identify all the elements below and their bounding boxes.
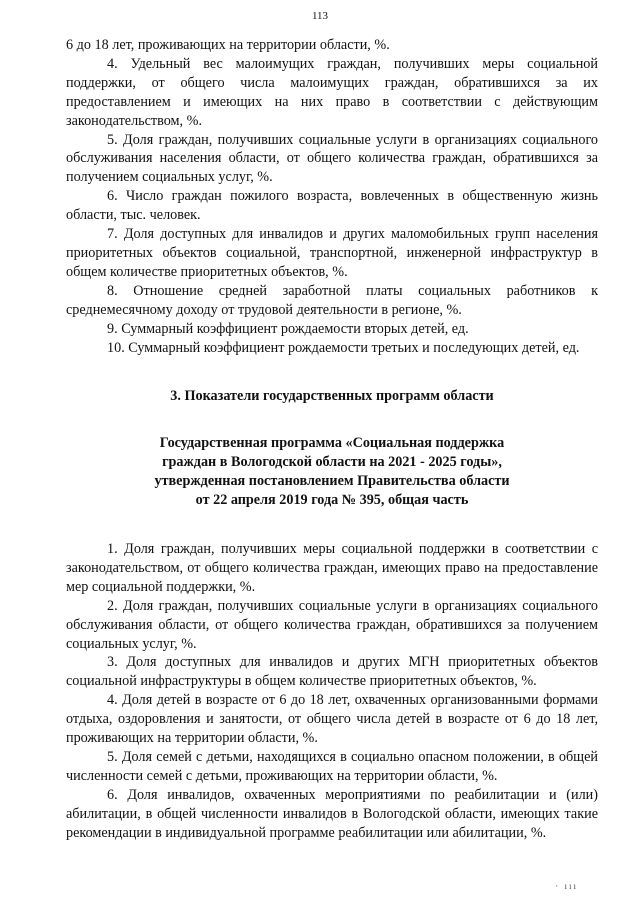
- list-item: 6. Число граждан пожилого возраста, вовлеченных в общественную жизнь области, тыс. человек.: [66, 188, 598, 224]
- page-number: 113: [311, 10, 329, 22]
- intro-line: 6 до 18 лет, проживающих на территории области, %.: [66, 37, 390, 53]
- list-item: 4. Доля детей в возрасте от 6 до 18 лет, охваченных организованными формами отдыха, оздоровления и занятости, от общего числа детей в возрасте от 6 до 18 лет, проживающих на территории области, %.: [66, 692, 598, 747]
- list-item: 3. Доля доступных для инвалидов и других МГН приоритетных объектов социальной инфраструктуры в общем количестве приоритетных объектов, %.: [66, 654, 598, 690]
- list-item: 8. Отношение средней заработной платы социальных работников к среднемесячному доходу от трудовой деятельности в регионе, %.: [66, 282, 598, 318]
- program-title: [66, 434, 598, 510]
- list-item: 10. Суммарный коэффициент рождаемости третьих и последующих детей, ед.: [107, 339, 580, 356]
- list-item: 5. Доля семей с детьми, находящихся в социально опасном положении, в общей численности семей с детьми, проживающих на территории области, %.: [66, 749, 598, 784]
- program-title-line: граждан в Вологодской области на 2021 - 2025 годы»,: [162, 454, 502, 471]
- footer-marks: · ııı: [555, 881, 578, 891]
- list-item: 6. Доля инвалидов, охваченных мероприятиями по реабилитации и (или) абилитации, в общей численности инвалидов в Вологодской области, имеющих такие рекомендации в индивидуальной программе реабилитации или абилитации, %.: [66, 786, 598, 841]
- program-title-line: утвержденная постановлением Правительства области: [154, 473, 510, 490]
- list-item: 5. Доля граждан, получивших социальные услуги в организациях социального обслуживания населения области, от общего количества граждан, обратившихся за получением социальных услуг, %.: [66, 131, 598, 186]
- section-heading: 3. Показатели государственных программ области: [170, 388, 494, 405]
- indicator-list-2: [66, 540, 598, 843]
- program-title-line: от 22 апреля 2019 года № 395, общая часть: [195, 492, 469, 509]
- document-body: [66, 36, 598, 843]
- list-item: 1. Доля граждан, получивших меры социальной поддержки в соответствии с законодательством, от общего количества граждан, имеющих право на предоставление мер социальной поддержки, %.: [66, 541, 598, 595]
- indicator-list-1: [66, 55, 598, 358]
- list-item: 7. Доля доступных для инвалидов и других маломобильных групп населения приоритетных объектов социальной, транспортной, инженерной инфраструктур в общем количестве приоритетных объектов, %.: [66, 226, 598, 280]
- list-item: 9. Суммарный коэффициент рождаемости вторых детей, ед.: [107, 320, 469, 337]
- list-item: 4. Удельный вес малоимущих граждан, получивших меры социальной поддержки, от общего числа малоимущих граждан, обратившихся за их предоставлением и имеющих на них право в соответствии с действующим законодательством, %.: [66, 55, 598, 129]
- list-item: 2. Доля граждан, получивших социальные услуги в организациях социального обслуживания области, от общего количества граждан, обратившихся за получением социальных услуг, %.: [66, 597, 598, 652]
- program-title-line: Государственная программа «Социальная поддержка: [159, 435, 505, 452]
